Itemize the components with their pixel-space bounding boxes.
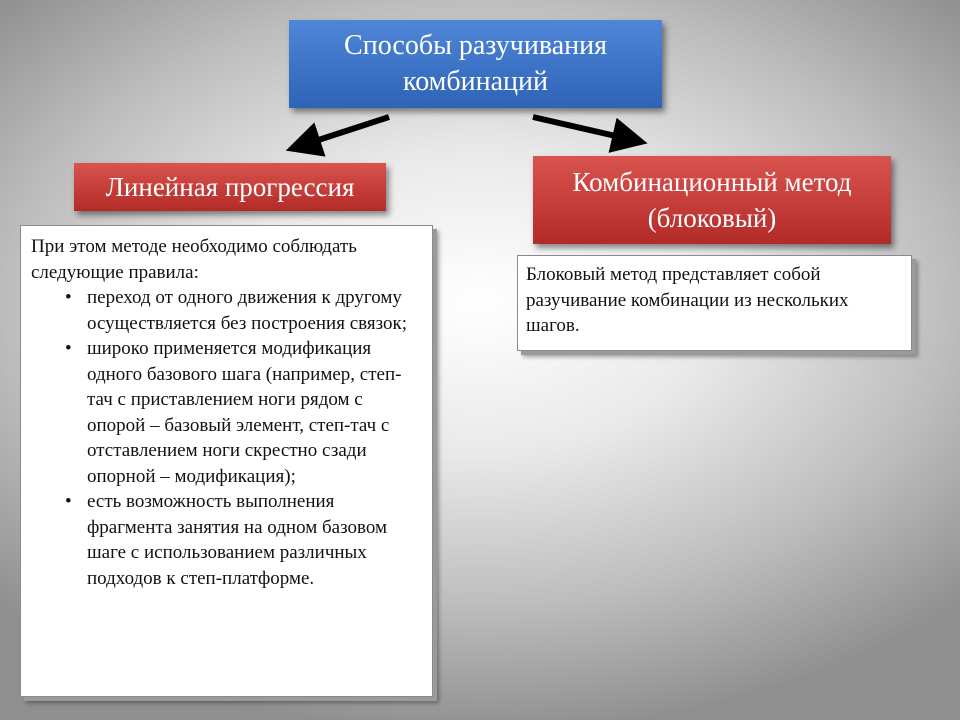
rule-text: переход от одного движения к другому осуществляется без построения связок; [87, 287, 407, 334]
bullet-icon: • [65, 491, 72, 512]
rule-text: широко применяется модификация одного базового шага (например, степ-тач с приставлением ноги рядом с опорой – базовый элемент, степ-тач с отставлением ноги скрестно сзади опорной – модификация); [87, 338, 402, 487]
combination-method-heading [533, 156, 891, 244]
linear-heading-label: Линейная прогрессия [105, 171, 355, 202]
combination-heading-line-1: Комбинационный метод [572, 167, 852, 197]
block-method-description: Блоковый метод представляет собой разучивание комбинации из нескольких шагов. [526, 264, 849, 336]
arrow-left [300, 117, 389, 146]
list-item [31, 336, 422, 489]
title-box [289, 20, 662, 108]
linear-rules-box [20, 225, 433, 697]
combination-heading-line-2: (блоковый) [647, 203, 777, 233]
title-line-2: комбинаций [403, 66, 548, 97]
list-item [31, 285, 422, 336]
title-line-1: Способы разучивания [344, 30, 607, 61]
linear-intro: При этом методе необходимо соблюдать следующие правила: [31, 236, 357, 283]
list-item [31, 489, 422, 591]
linear-rules-list [31, 285, 422, 591]
bullet-icon: • [65, 338, 72, 359]
arrow-right [533, 117, 633, 140]
linear-progression-heading [74, 163, 386, 211]
rule-text: есть возможность выполнения фрагмента занятия на одном базовом шаге с использованием различных подходов к степ-платформе. [87, 491, 387, 589]
bullet-icon: • [65, 287, 72, 308]
block-method-box [517, 255, 912, 351]
